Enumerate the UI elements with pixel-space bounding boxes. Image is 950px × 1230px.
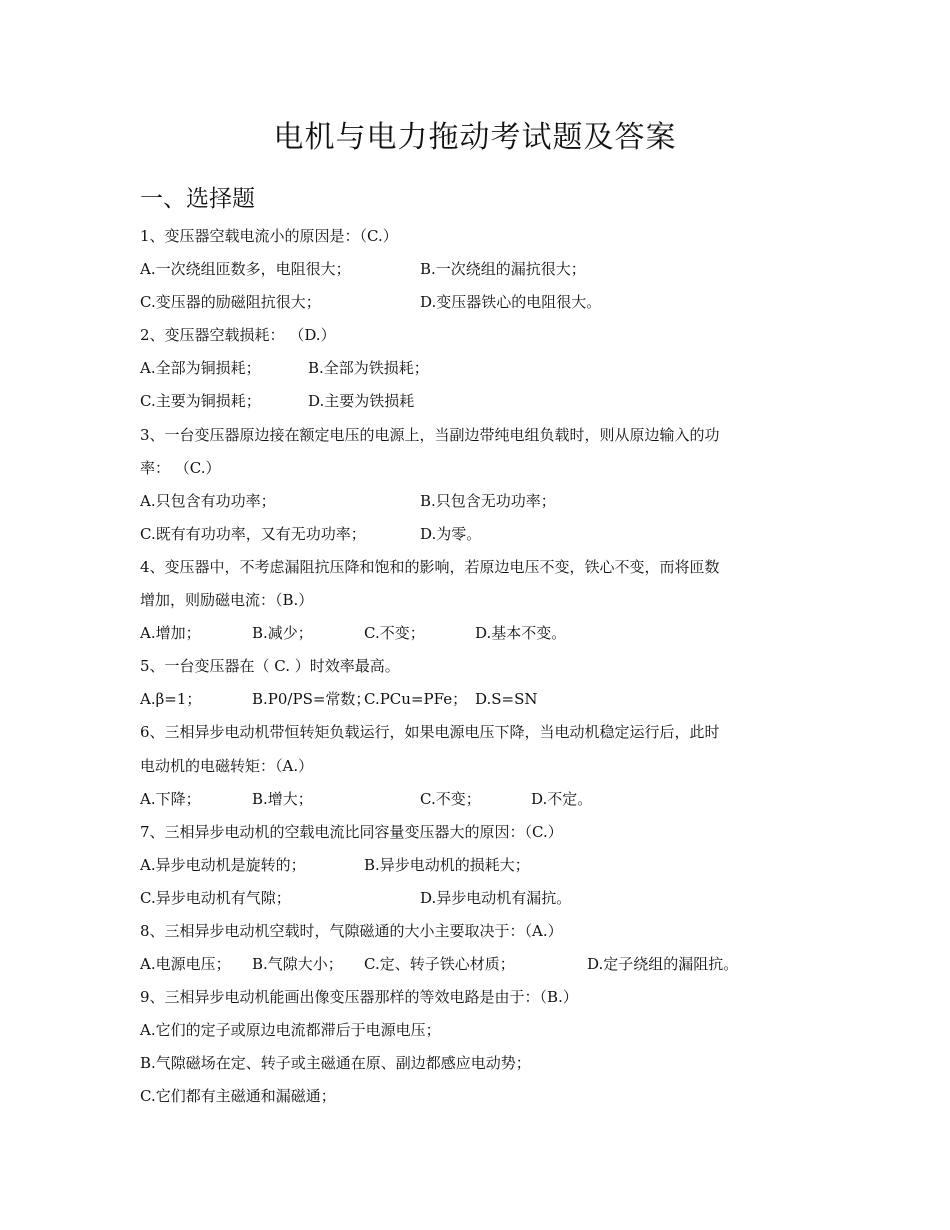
- option-b: D.异步电动机有漏抗。: [420, 888, 572, 907]
- option-row: [140, 286, 805, 319]
- option-a: A.全部为铜损耗；: [140, 359, 261, 378]
- option-b: D.主要为铁损耗: [308, 392, 415, 411]
- document-title: 电机与电力拖动考试题及答案: [273, 120, 677, 155]
- option-a: C.它们都有主磁通和漏磁通；: [140, 1087, 336, 1106]
- option-a: B.气隙磁场在定、转子或主磁通在原、副边都感应电动势；: [140, 1054, 531, 1073]
- option-a: C.主要为铜损耗；: [140, 392, 261, 411]
- option-d: D.S=SN: [475, 690, 538, 709]
- option-row: [140, 253, 805, 286]
- option-row: [140, 849, 805, 882]
- option-b: B.一次绕组的漏抗很大；: [420, 260, 586, 279]
- question-stem: 6、三相异步电动机带恒转矩负载运行，如果电源电压下降，当电动机稳定运行后，此时: [140, 723, 720, 742]
- option-row: [140, 485, 805, 518]
- option-a: A.一次绕组匝数多，电阻很大；: [140, 260, 351, 279]
- option-c: C.PCu=PFe；: [364, 690, 468, 709]
- option-a: A.异步电动机是旋转的；: [140, 855, 306, 874]
- option-b: D.变压器铁心的电阻很大。: [420, 293, 602, 312]
- option-row: [140, 385, 805, 418]
- option-row: [140, 1014, 805, 1047]
- option-c: C.不变；: [420, 789, 481, 808]
- option-row: [140, 948, 805, 981]
- option-a: C.变压器的励磁阻抗很大；: [140, 293, 321, 312]
- option-row: [140, 683, 805, 716]
- option-b: B.异步电动机的损耗大；: [364, 855, 530, 874]
- option-a: A.它们的定子或原边电流都滞后于电源电压；: [140, 1021, 441, 1040]
- option-c: C.定、转子铁心材质；: [364, 955, 515, 974]
- question-stem: 3、一台变压器原边接在额定电压的电源上，当副边带纯电组负载时，则从原边输入的功: [140, 425, 720, 444]
- question-stem: 7、三相异步电动机的空载电流比同容量变压器大的原因：（C.）: [140, 822, 563, 841]
- option-a: A.增加；: [140, 624, 201, 643]
- option-a: C.异步电动机有气隙；: [140, 888, 291, 907]
- option-d: D.定子绕组的漏阻抗。: [587, 955, 739, 974]
- option-row: [140, 882, 805, 915]
- question-stem: 增加，则励磁电流：（B.）: [140, 591, 314, 610]
- option-d: D.不定。: [531, 789, 593, 808]
- option-row: [140, 1047, 805, 1080]
- option-b: B.增大；: [252, 789, 313, 808]
- option-a: C.既有有功功率，又有无功功率；: [140, 524, 366, 543]
- question-stem: 5、一台变压器在（ C. ）时效率最高。: [140, 657, 400, 676]
- option-row: [140, 352, 805, 385]
- option-d: D.基本不变。: [475, 624, 567, 643]
- option-b: B.气隙大小；: [252, 955, 343, 974]
- option-c: C.不变；: [364, 624, 425, 643]
- question-stem: 率： （C.）: [140, 458, 221, 477]
- question-stem: 4、变压器中，不考虑漏阻抗压降和饱和的影响，若原边电压不变，铁心不变，而将匝数: [140, 557, 720, 576]
- option-b: B.减少；: [252, 624, 313, 643]
- question-stem: 9、三相异步电动机能画出像变压器那样的等效电路是由于：（B.）: [140, 988, 578, 1007]
- option-b: D.为零。: [420, 524, 482, 543]
- option-a: A.下降；: [140, 789, 201, 808]
- section-heading: 一、选择题: [140, 186, 255, 212]
- question-stem: 8、三相异步电动机空载时，气隙磁通的大小主要取决于：（A.）: [140, 921, 563, 940]
- option-row: [140, 1080, 805, 1113]
- question-stem: 2、变压器空载损耗： （D.）: [140, 326, 336, 345]
- question-list: [140, 220, 805, 1114]
- option-row: [140, 617, 805, 650]
- question-stem: 1、变压器空载电流小的原因是：（C.）: [140, 227, 398, 245]
- option-a: A.β=1；: [140, 690, 202, 709]
- question-stem: 电动机的电磁转矩：（A.）: [140, 756, 314, 775]
- option-a: A.只包含有功功率；: [140, 491, 276, 510]
- option-a: A.电源电压；: [140, 955, 231, 974]
- option-b: B.只包含无功功率；: [420, 491, 556, 510]
- option-b: B.全部为铁损耗；: [308, 359, 429, 378]
- option-row: [140, 518, 805, 551]
- option-b: B.P0/PS=常数；: [252, 690, 371, 709]
- option-row: [140, 783, 805, 816]
